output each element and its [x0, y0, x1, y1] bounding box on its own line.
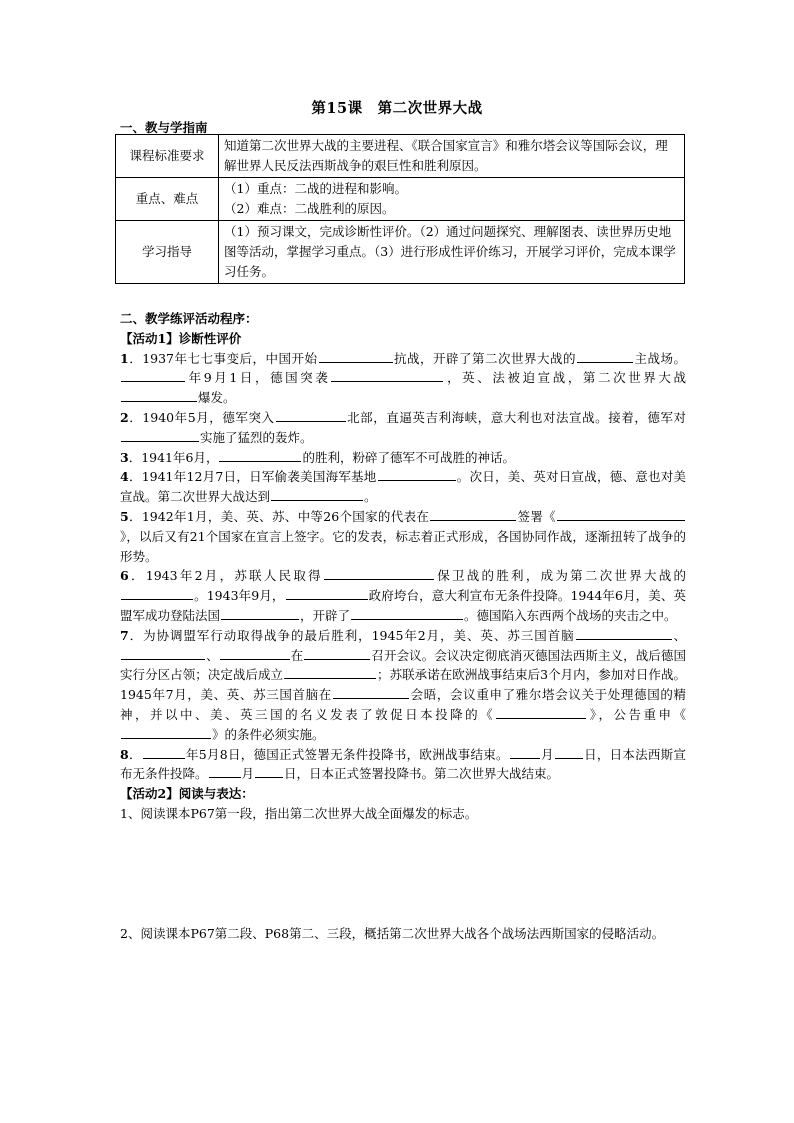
answer-blank[interactable]: [576, 626, 672, 640]
answer-blank[interactable]: [121, 646, 205, 660]
answer-blank[interactable]: [209, 764, 241, 778]
answer-blank[interactable]: [496, 705, 586, 719]
question-2: 2．1940年5月，德军突入 北部，直逼英吉利海峡，意大利也对法宣战。接着，德军对实施了猛烈的轰炸。: [120, 409, 686, 445]
activity-2-heading: 【活动2】阅读与表达：: [120, 786, 254, 802]
section-heading-guide: 一、教与学指南: [120, 120, 208, 135]
answer-blank[interactable]: [351, 606, 463, 620]
question-5: 5．1942年1月，美、英、苏、中等26个国家的代表在 签署《》，以后又有21个国家在宣言上签字。它的发表，标志着正式形成，各国协同作战，逐渐扭转了战争的形势。: [120, 508, 686, 564]
activity-1-heading: 【活动1】诊断性评价: [120, 330, 242, 346]
page-title: 第15课 第二次世界大战: [311, 100, 483, 117]
question-number: 8: [120, 746, 129, 762]
answer-blank[interactable]: [220, 646, 290, 660]
answer-blank[interactable]: [510, 745, 540, 759]
answer-blank[interactable]: [319, 349, 393, 363]
answer-blank[interactable]: [271, 487, 363, 501]
answer-blank[interactable]: [255, 764, 283, 778]
answer-blank[interactable]: [557, 507, 685, 521]
answer-blank[interactable]: [219, 448, 301, 462]
row-content: 知道第二次世界大战的主要进程、《联合国家宣言》和雅尔塔会议等国际会议，理解世界人民反法西斯战争的艰巨性和胜利原因。: [219, 135, 685, 178]
reading-question-1: 1、阅读课本P67第一段，指出第二次世界大战全面爆发的标志。: [120, 805, 478, 821]
answer-blank[interactable]: [143, 745, 185, 759]
question-number: 6: [120, 568, 129, 584]
answer-blank[interactable]: [430, 507, 516, 521]
row-label: 重点、难点: [116, 178, 219, 221]
answer-blank[interactable]: [121, 725, 211, 739]
question-number: 4: [120, 469, 129, 485]
question-6: 6．1943年2月，苏联人民取得 保卫战的胜利，成为第二次世界大战的。1943年9月， 政府垮台，意大利宣布无条件投降。1944年6月，美、英盟军成功登陆法国 ，开辟了 。德国陷入东西两个战场的夹击之中。: [120, 568, 687, 623]
answer-blank[interactable]: [286, 586, 368, 600]
row-label: 学习指导: [116, 221, 219, 284]
question-1: 1．1937年七七事变后，中国开始 抗战，开辟了第二次世界大战的 主战场。年9月1日，德国突袭 ，英、法被迫宣战，第二次世界大战爆发。: [120, 350, 686, 406]
question-number: 2: [120, 409, 129, 425]
answer-blank[interactable]: [221, 606, 299, 620]
question-4: 4．1941年12月7日，日军偷袭美国海军基地 。次日，美、英对日宣战，德、意也对美宣战。第二次世界大战达到 。: [120, 469, 686, 505]
question-8: 8． 年5月8日，德国正式签署无条件投降书，欧洲战事结束。 月 日，日本法西斯宣布无条件投降。 月 日，日本正式签署投降书。第二次世界大战结束。: [120, 746, 686, 782]
table-row: [116, 178, 685, 221]
row-label: 课程标准要求: [116, 135, 219, 178]
question-number: 1: [120, 350, 129, 366]
answer-blank[interactable]: [555, 745, 583, 759]
row-line: （2）难点：二战胜利的原因。: [224, 201, 395, 216]
section-heading-activities: 二、教学练评活动程序：: [120, 311, 258, 326]
answer-blank[interactable]: [121, 388, 197, 402]
row-content: [219, 178, 685, 221]
answer-blank[interactable]: [284, 665, 376, 679]
reading-question-2: 2、阅读课本P67第二段、P68第二、三段，概括第二次世界大战各个战场法西斯国家的侵略活动。: [120, 925, 665, 941]
question-number: 7: [120, 627, 129, 643]
answer-blank[interactable]: [378, 467, 456, 481]
guide-table: [115, 134, 685, 284]
table-row: [116, 221, 685, 284]
row-content: （1）预习课文，完成诊断性评价。（2）通过问题探究、理解图表、读世界历史地图等活动，掌握学习重点。（3）进行形成性评价练习，开展学习评价，完成本课学习任务。: [219, 221, 685, 284]
row-line: （1）重点：二战的进程和影响。: [224, 181, 407, 196]
answer-blank[interactable]: [121, 428, 199, 442]
answer-blank[interactable]: [324, 566, 434, 580]
answer-blank[interactable]: [577, 349, 633, 363]
answer-blank[interactable]: [333, 685, 409, 699]
activity-body: [120, 309, 686, 944]
answer-blank[interactable]: [276, 408, 346, 422]
answer-blank[interactable]: [304, 646, 370, 660]
answer-blank[interactable]: [121, 368, 185, 382]
question-7: 7．为协调盟军行动取得战争的最后胜利，1945年2月，美、英、苏三国首脑 、、 在 召开会议。会议决定彻底消灭德国法西斯主义，战后德国实行分区占领；决定战后成立 ；苏联承诺在欧洲战事结束后3个月内，参加对日作战。1945年7月，美、英、苏三国首脑在 会晤，会议重申了雅尔塔会议关于处理德国的精神，并以中、美、英三国的名义发表了敦促日本投降的《 》，公告重申《》的条件必须实施。: [120, 627, 686, 742]
question-number: 3: [120, 449, 129, 465]
table-row: [116, 135, 685, 178]
answer-blank[interactable]: [121, 586, 193, 600]
question-number: 5: [120, 508, 129, 524]
answer-blank[interactable]: [331, 368, 443, 382]
answer-space[interactable]: [120, 824, 686, 924]
question-3: 3．1941年6月， 的胜利，粉碎了德军不可战胜的神话。: [120, 449, 515, 465]
